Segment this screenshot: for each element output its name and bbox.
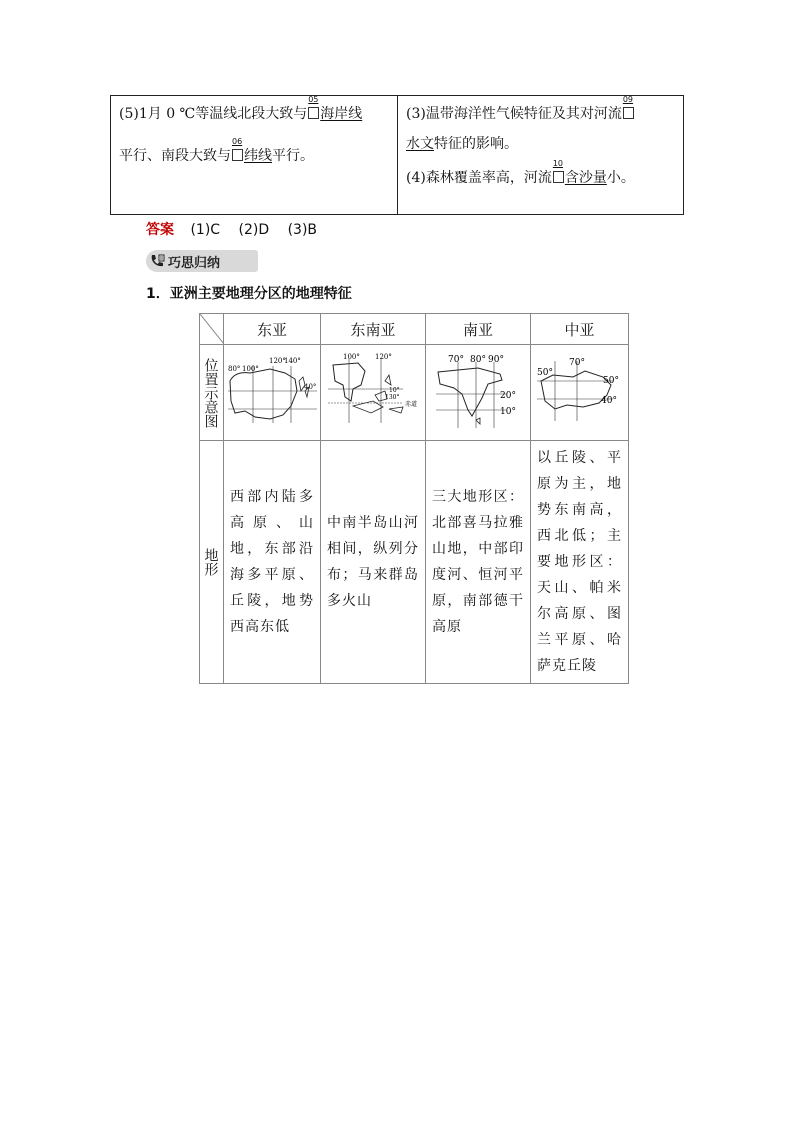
terrain-southeast-asia: 中南半岛山河相间，纵列分布；马来群岛多火山: [321, 441, 426, 684]
geography-table: [199, 313, 628, 674]
blank-number: 10: [552, 159, 564, 168]
answer-underlined: 含沙量: [564, 170, 607, 186]
right-line-3-text: (4)森林覆盖率高，河流: [406, 170, 552, 186]
map-east-asia: [224, 345, 321, 441]
row-label-terrain: [200, 441, 224, 684]
left-line-1-text: (5)1月 0 ℃等温线北段大致与: [119, 106, 308, 122]
blank-marker: [622, 95, 634, 119]
map-label: 120°: [375, 352, 392, 361]
phone-icon: [146, 250, 168, 272]
blank-number: 05: [308, 95, 319, 104]
answer-underlined: 海岸线: [320, 106, 363, 122]
header-central-asia: 中亚: [531, 314, 629, 345]
header-southeast-asia: 东南亚: [321, 314, 426, 345]
map-label: 40°: [303, 382, 316, 391]
terrain-south-asia: 三大地形区：北部喜马拉雅山地，中部印度河、恒河平原，南部德干高原: [426, 441, 531, 684]
map-label: 10°: [500, 406, 516, 417]
summary-left-column: [111, 96, 398, 214]
answer-item: (3)B: [287, 222, 318, 238]
answer-label: 答案: [146, 222, 174, 238]
map-label: 120°: [268, 356, 286, 365]
tag-label: 巧思归纳: [168, 255, 221, 271]
map-label: 100°: [343, 352, 360, 361]
blank-marker: [232, 137, 243, 161]
section-heading: 1．亚洲主要地理分区的地理特征: [146, 286, 352, 302]
row-label-terrain-text: 地形: [202, 548, 219, 576]
map-label: 80°: [470, 354, 486, 365]
answer-item: (2)D: [238, 222, 270, 238]
blank-number: 09: [622, 95, 634, 104]
map-label: 140°: [283, 356, 301, 365]
answer-underlined: 纬线: [244, 148, 272, 164]
terrain-east-asia: 西部内陆多高原、山地，东部沿海多平原、丘陵，地势西高东低: [224, 441, 321, 684]
map-label: 20°: [500, 390, 516, 401]
map-label: 70°: [568, 357, 585, 368]
map-label: 90°: [488, 354, 504, 365]
left-line-2: [119, 137, 389, 166]
blank-number: 06: [232, 137, 243, 146]
header-south-asia: 南亚: [426, 314, 531, 345]
row-label-map-text: 位置示意图: [202, 357, 219, 428]
blank-marker: [308, 95, 319, 119]
right-line-3: [406, 159, 675, 188]
right-line-1-text: (3)温带海洋性气候特征及其对河流: [406, 106, 622, 122]
row-label-map: [200, 345, 224, 441]
terrain-central-asia: 以丘陵、平原为主，地势东南高，西北低；主要地形区：天山、帕米尔高原、图兰平原、哈萨克丘陵: [531, 441, 629, 684]
answer-underlined: 水文: [406, 136, 434, 152]
right-line-2-tail: 特征的影响。: [434, 136, 518, 152]
map-label: 100°: [241, 364, 259, 373]
summary-tag: [146, 250, 258, 272]
left-line-1: [119, 95, 389, 124]
answer-line: [146, 219, 331, 239]
header-east-asia: 东亚: [224, 314, 321, 345]
right-line-1: [406, 95, 675, 124]
summary-right-column: [398, 96, 683, 214]
left-line-2-text: 平行、南段大致与: [119, 148, 231, 164]
map-southeast-asia: [321, 345, 426, 441]
map-label: 10°: [389, 386, 400, 394]
right-line-2: [406, 134, 675, 154]
right-line-3-tail: 小。: [606, 170, 635, 186]
table-corner: [200, 314, 224, 345]
blank-marker: [552, 159, 564, 183]
map-label: 130°: [385, 393, 400, 401]
map-central-asia: [531, 345, 629, 441]
map-label: 50°: [536, 367, 553, 378]
map-label: 80°: [227, 364, 240, 373]
map-label: 50°: [602, 375, 619, 386]
map-label: 40°: [600, 395, 617, 406]
map-label: 70°: [448, 354, 464, 365]
map-south-asia: [426, 345, 531, 441]
answer-item: (1)C: [190, 222, 221, 238]
map-label: 赤道: [405, 400, 418, 408]
summary-box: [110, 95, 684, 215]
left-line-2-tail: 平行。: [272, 148, 314, 164]
